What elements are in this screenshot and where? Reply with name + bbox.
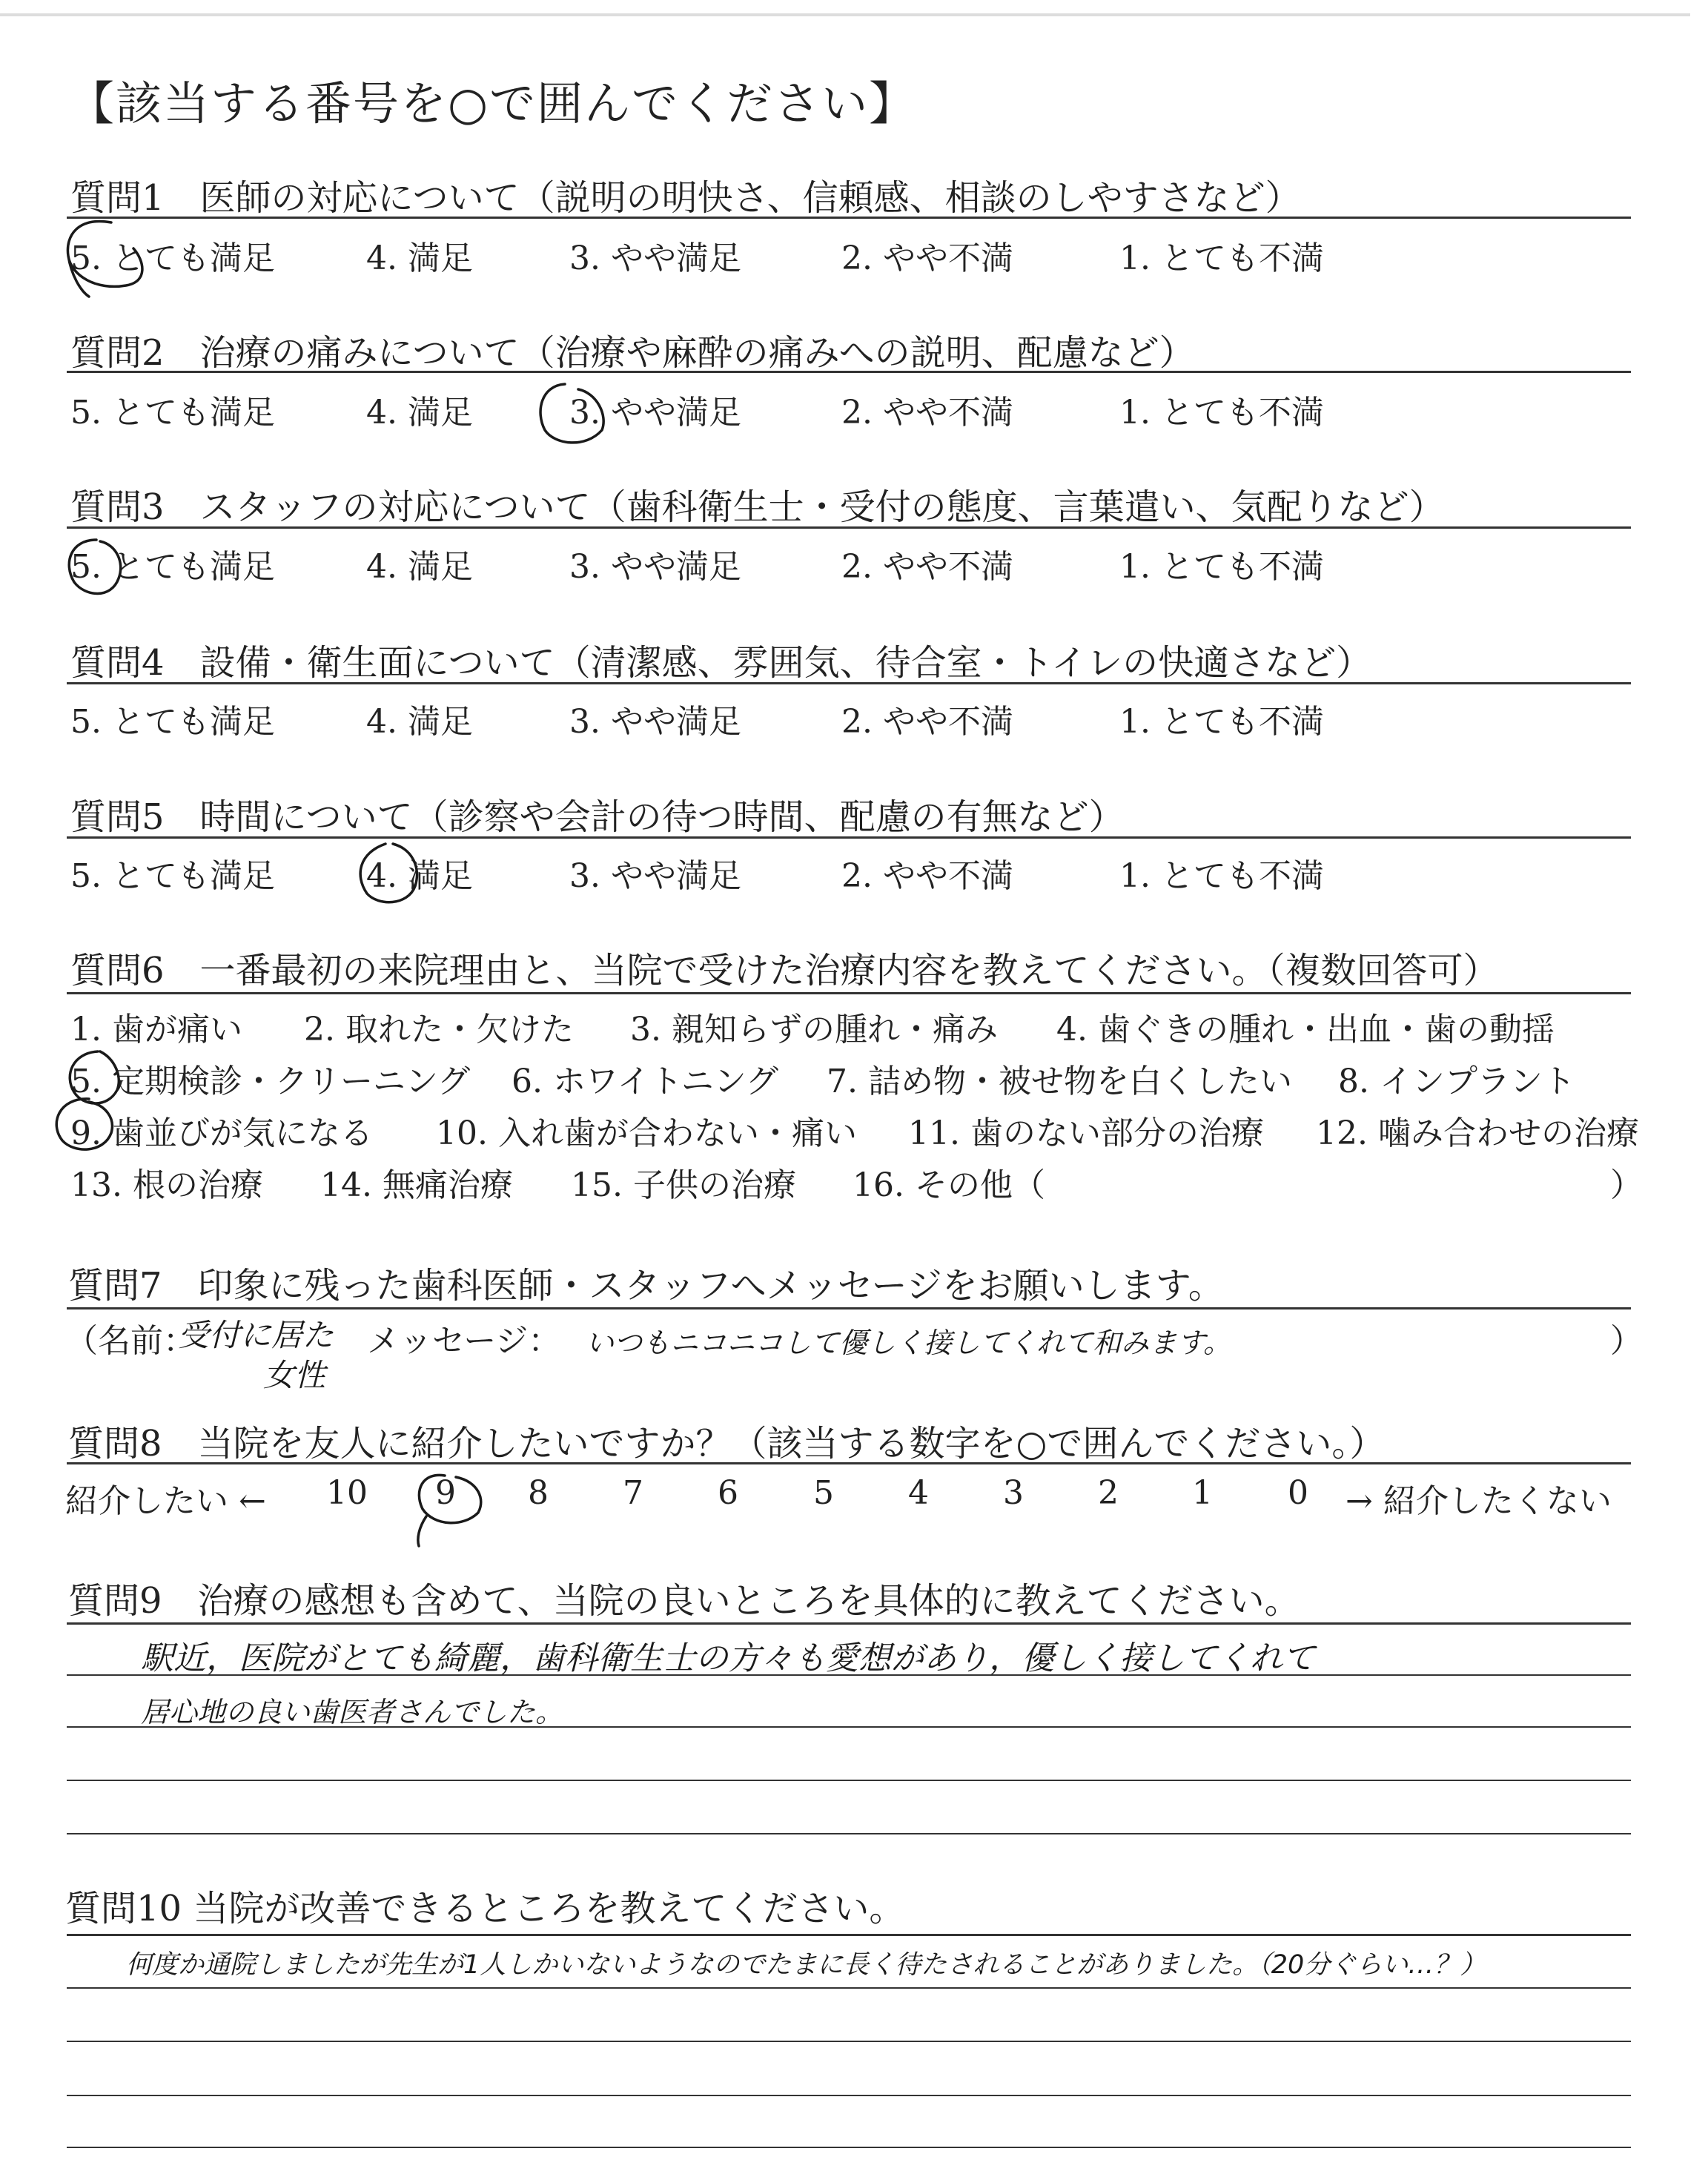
q4-option-2[interactable]: 2. やや不満 — [841, 703, 1013, 741]
q7-name-line2[interactable]: 女性 — [263, 1357, 326, 1393]
question-3-label: 質問3 スタッフの対応について（歯科衛生士・受付の態度、言葉遣い、気配りなど） — [70, 486, 1445, 528]
question-7-label: 質問7 印象に残った歯科医師・スタッフへメッセージをお願いします。 — [68, 1265, 1224, 1307]
q9-answer-rule-4 — [67, 1833, 1631, 1834]
q6-item-11[interactable]: 11. 歯のない部分の治療 — [908, 1114, 1264, 1152]
q1-option-2[interactable]: 2. やや不満 — [841, 240, 1013, 277]
q6-item-2[interactable]: 2. 取れた・欠けた — [304, 1011, 574, 1048]
q6-item-4[interactable]: 4. 歯ぐきの腫れ・出血・歯の動揺 — [1056, 1011, 1555, 1048]
q8-score-5[interactable]: 5 — [813, 1474, 834, 1512]
question-2-label: 質問2 治療の痛みについて（治療や麻酔の痛みへの説明、配慮など） — [70, 332, 1195, 374]
q7-close-paren: ） — [1610, 1322, 1643, 1360]
question-9-rule — [67, 1622, 1631, 1625]
question-1-rule — [67, 217, 1631, 219]
q6-item-14[interactable]: 14. 無痛治療 — [320, 1166, 513, 1204]
q6-item-15[interactable]: 15. 子供の治療 — [571, 1166, 796, 1204]
q8-score-2[interactable]: 2 — [1098, 1474, 1119, 1512]
q8-right-label: → 紹介したくない — [1345, 1482, 1612, 1520]
question-8-rule — [67, 1462, 1631, 1464]
q3-option-2[interactable]: 2. やや不満 — [841, 548, 1013, 586]
q1-option-1[interactable]: 1. とても不満 — [1119, 240, 1324, 277]
q7-name-label: （名前： — [65, 1322, 196, 1360]
question-10-label: 質問10 当院が改善できるところを教えてください。 — [65, 1888, 905, 1929]
q8-left-label: 紹介したい ← — [65, 1482, 266, 1520]
question-5-rule — [67, 836, 1631, 839]
question-2-rule — [67, 371, 1631, 373]
question-8-label: 質問8 当院を友人に紹介したいですか？（該当する数字を○で囲んでください。） — [68, 1423, 1386, 1464]
q6-item-8[interactable]: 8. インプラント — [1338, 1063, 1575, 1100]
q7-name-line1[interactable]: 受付に居た — [178, 1317, 334, 1353]
question-1-label: 質問1 医師の対応について（説明の明快さ、信頼感、相談のしやすさなど） — [70, 177, 1301, 219]
q6-item-16-other[interactable]: 16. その他（ — [853, 1166, 1045, 1204]
q1-option-3[interactable]: 3. やや満足 — [569, 240, 741, 277]
question-6-rule — [67, 992, 1631, 994]
q2-option-3[interactable]: 3. やや満足 — [569, 394, 741, 432]
q6-item-13[interactable]: 13. 根の治療 — [70, 1166, 263, 1204]
q2-option-1[interactable]: 1. とても不満 — [1119, 394, 1324, 432]
q5-option-4[interactable]: 4. 満足 — [366, 857, 473, 895]
q5-option-2[interactable]: 2. やや不満 — [841, 857, 1013, 895]
q2-option-5[interactable]: 5. とても満足 — [70, 394, 275, 432]
q7-message-label: メッセージ： — [367, 1322, 561, 1360]
q4-option-3[interactable]: 3. やや満足 — [569, 703, 741, 741]
q5-option-3[interactable]: 3. やや満足 — [569, 857, 741, 895]
q7-message-text[interactable]: いつもニコニコして優しく接してくれて和みます。 — [586, 1327, 1231, 1359]
q6-item-16-close: ） — [1610, 1166, 1643, 1204]
question-6-label: 質問6 一番最初の来院理由と、当院で受けた治療内容を教えてください。（複数回答可） — [70, 950, 1499, 991]
q5-option-1[interactable]: 1. とても不満 — [1119, 857, 1324, 895]
q6-item-7[interactable]: 7. 詰め物・被せ物を白くしたい — [827, 1063, 1292, 1100]
q9-answer-rule-3 — [67, 1780, 1631, 1781]
q8-score-0[interactable]: 0 — [1288, 1474, 1308, 1512]
q2-option-2[interactable]: 2. やや不満 — [841, 394, 1013, 432]
q3-option-5[interactable]: 5. とても満足 — [70, 548, 275, 586]
q8-score-1[interactable]: 1 — [1192, 1474, 1213, 1512]
q3-option-3[interactable]: 3. やや満足 — [569, 548, 741, 586]
question-3-rule — [67, 526, 1631, 529]
q6-item-10[interactable]: 10. 入れ歯が合わない・痛い — [436, 1114, 857, 1152]
q8-score-7[interactable]: 7 — [623, 1474, 643, 1512]
q6-item-9[interactable]: 9. 歯並びが気になる — [70, 1114, 373, 1152]
q6-item-6[interactable]: 6. ホワイトニング — [512, 1063, 779, 1100]
q9-answer-rule-2 — [67, 1726, 1631, 1728]
q6-item-5[interactable]: 5. 定期検診・クリーニング — [70, 1063, 471, 1100]
q10-answer-rule-1 — [67, 1987, 1631, 1989]
q9-answer-line1[interactable]: 駅近，医院がとても綺麗，歯科衛生士の方々も愛想があり，優しく接してくれて — [141, 1639, 1315, 1677]
q10-answer-line1[interactable]: 何度か通院しましたが先生が1人しかいないようなのでたまに長く待たされることがありました。（20分ぐらい…？） — [126, 1950, 1486, 1980]
q8-score-6[interactable]: 6 — [718, 1474, 738, 1512]
question-10-rule — [67, 1934, 1631, 1936]
q3-option-1[interactable]: 1. とても不満 — [1119, 548, 1324, 586]
q8-score-3[interactable]: 3 — [1003, 1474, 1024, 1512]
q8-score-9[interactable]: 9 — [435, 1474, 456, 1512]
q10-answer-rule-3 — [67, 2095, 1631, 2096]
q4-option-4[interactable]: 4. 満足 — [366, 703, 473, 741]
question-4-rule — [67, 682, 1631, 684]
q4-option-1[interactable]: 1. とても不満 — [1119, 703, 1324, 741]
q6-item-12[interactable]: 12. 噛み合わせの治療 — [1316, 1114, 1639, 1152]
q9-answer-rule-1 — [67, 1674, 1631, 1676]
q2-option-4[interactable]: 4. 満足 — [366, 394, 473, 432]
question-9-label: 質問9 治療の感想も含めて、当院の良いところを具体的に教えてください。 — [68, 1580, 1300, 1622]
page-title: 【該当する番号を○で囲んでください】 — [68, 76, 917, 131]
q1-option-4[interactable]: 4. 満足 — [366, 240, 473, 277]
q8-score-10[interactable]: 10 — [326, 1474, 368, 1512]
q8-score-8[interactable]: 8 — [528, 1474, 549, 1512]
q5-option-5[interactable]: 5. とても満足 — [70, 857, 275, 895]
question-4-label: 質問4 設備・衛生面について（清潔感、雰囲気、待合室・トイレの快適さなど） — [70, 642, 1372, 684]
scan-edge — [0, 13, 1690, 16]
question-7-rule — [67, 1307, 1631, 1309]
q10-answer-rule-4 — [67, 2147, 1631, 2148]
q10-answer-rule-2 — [67, 2041, 1631, 2042]
q9-answer-line2[interactable]: 居心地の良い歯医者さんでした。 — [141, 1696, 564, 1728]
q4-option-5[interactable]: 5. とても満足 — [70, 703, 275, 741]
question-5-label: 質問5 時間について（診察や会計の待つ時間、配慮の有無など） — [70, 796, 1125, 838]
q1-option-5[interactable]: 5. とても満足 — [70, 240, 275, 277]
q3-option-4[interactable]: 4. 満足 — [366, 548, 473, 586]
q6-item-3[interactable]: 3. 親知らずの腫れ・痛み — [630, 1011, 998, 1048]
q6-item-1[interactable]: 1. 歯が痛い — [70, 1011, 242, 1048]
q8-score-4[interactable]: 4 — [908, 1474, 929, 1512]
